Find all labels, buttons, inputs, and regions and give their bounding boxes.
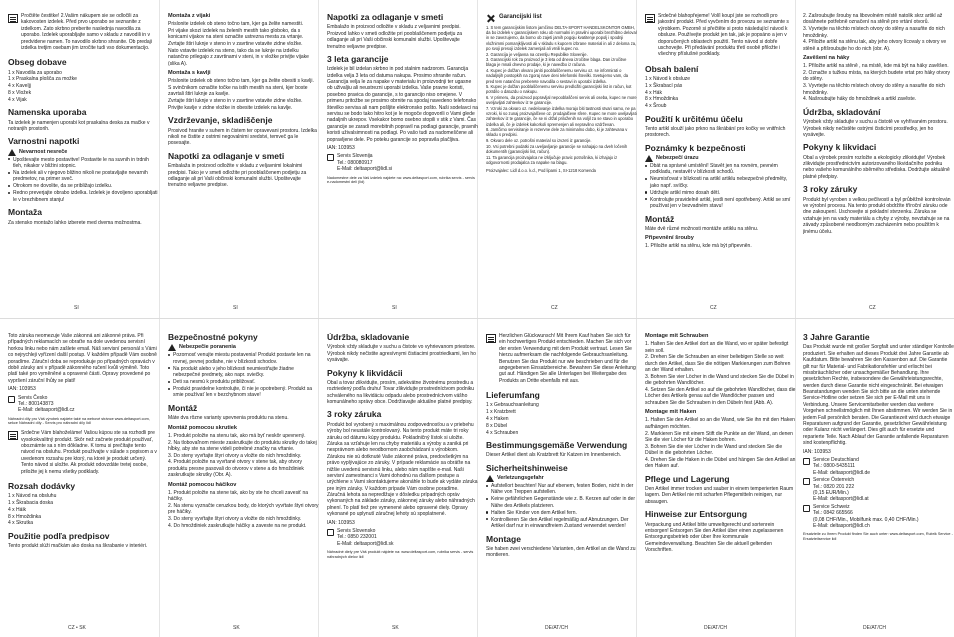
paragraph: 1. Přiložte artikl na stěnu, kde má být připevněn. — [645, 243, 752, 250]
list-item: 8. Jamčimo servisiranje in rezervne dele za minimalno dobo, ki je zahtevana v skladu s predpisi. — [486, 127, 628, 138]
delivery-list — [8, 493, 159, 527]
bullet-item: Keine gefährlichen Gegenstände wie z. B. Kerzen auf oder in der Nähe des Artikels platzieren. — [486, 496, 637, 509]
list-item: Privijte kavlje v zidne vložke in obesite izdelek na kavlje. — [168, 104, 293, 111]
column-de-1 — [486, 333, 637, 561]
bullet-item: Na produkt alebo v jeho blízkosti neumiestňujte žiadne nebezpečné predmety, ako napr. sviečky. — [168, 366, 319, 379]
list-item: Nato vstavite izdelek na steno, tako da se luknje na izdelku natančno prilegajo z zavrtinami v steni, in v vložke privijte vijake (slika A). — [168, 47, 309, 67]
paragraph: Máte dvě různé možnosti montáže artiklu na stěnu. — [645, 225, 759, 232]
heading: Lieferumfang — [486, 390, 540, 401]
service-icon — [327, 154, 334, 161]
list-item: Zvrtajte štiri luknje v steno in v zavrtine vstavite zidne vložke. — [168, 98, 303, 105]
heading: Napotki za odlaganje v smeti — [327, 13, 444, 22]
list-item: 3. Vyvrtejte na těchto místech otvory do stěny a nasuňte do nich hmoždinky. — [803, 83, 945, 96]
service-name: Servis Slovensko — [337, 528, 376, 535]
list-item: 4 x Skrutka — [8, 520, 34, 527]
heading: Napotki za odlaganje v smeti — [168, 150, 285, 161]
subheading: Montaža s kavlji — [168, 70, 211, 77]
column-de-2 — [645, 333, 796, 556]
document-icon — [8, 431, 18, 440]
list-item: 3. Bohren Sie vier Löcher in die Wand und stecken Sie die Dübel in die gebohrten Wandlöcher. — [645, 373, 794, 387]
paragraph: Tento artikl slouží jako prkno na škrábání pro kočky ve vnitřních prostorech. — [645, 125, 786, 139]
list-item: 10. Vsi potrebni podatki za uveljavljanje garancije se nahajajo na dveh ločenih dokumentih (garancijski list, račun). — [486, 143, 628, 154]
heading: Údržba, skladovanie — [327, 333, 410, 342]
ian-number: IAN: 103953 — [327, 519, 355, 526]
document-icon — [645, 14, 655, 23]
list-item: 2. Markieren Sie mit einem Stift die Punkte an der Wand, an denen Sie die vier Löcher für die Haken bohren. — [645, 430, 793, 443]
document-icon — [486, 334, 496, 343]
steps-list — [168, 78, 319, 111]
top-page-spread — [0, 0, 954, 318]
list-item: 4 x Háik — [8, 506, 27, 513]
list-item: 8 x Vložek — [8, 90, 32, 97]
subheading: Montáž pomocou skrutiek — [168, 424, 237, 431]
paragraph: Tento produkt slúži mačkám ako doska na škrabanie v interiéri. — [8, 543, 148, 550]
paragraph: Den Artikel immer trocken und sauber in einem temperierten Raum lagern. Den Artikel nie mit scharfen Pflegemitteln reinigen, nur absaugen. — [645, 486, 794, 505]
bullet-item: Upoštevajte mesto postavitve! Postavite le na suvnih in trdnih tleh, nikakor v bližini stopnic. — [8, 157, 159, 170]
service-block-de — [803, 457, 954, 476]
heading: Bestimmungsgemäße Verwendung — [486, 439, 628, 450]
service-phone: Tel.: 0800-5435111 — [813, 463, 856, 470]
list-item: 4. Našroubujte háky do hmoždinek a artikl zavěste. — [803, 96, 917, 103]
bullet-item: Pozornosť venujte miestu postavenia! Produkt postavte len na rovnej, pevnej podlahe, nie v blízkosti schodov. — [168, 352, 319, 365]
service-email: E-Mail: deltasport@lidl.cz — [18, 407, 75, 414]
intro-text: Pročtěte čestitke! 2.Vašim nákupem sie se odločili za kakovosten izdelek. Před prvo uporabo se seznanite z izdelkom. Zato skrbno preberite naslednja navodila za uporabo. Izdelek uporabljajte samo v skladu z navodili in v predvidene namen. To navodilo skrbno shranite. Ob predaji izdelka tretjim osebam jim izročite tudi vso dokumentacijo. — [21, 13, 152, 51]
service-block — [327, 153, 478, 172]
paragraph: Toto záruka neomezuje Vaše zákonná ani zákonné práva. Při případných reklamacích se obraťte na dole uvedenou servisní horkou linku nebo nám zašlete email. Náš servisní personál s Vámi co nejrychleji vyřízení další postup. V každém případě Vám osobně poradíme. Záruční doba se reprodukuje po případných opravách v době záruky ani v případě zákonného ručení kvůli výměně. Toto platí také pro vyměněné a opravené části. Opravy provedené po vypršení záruční lhůty se platí! — [8, 333, 157, 384]
list-item: 1. Přiložte artikl na stěně , na místě, kde má být na háky zavěšen. — [803, 63, 949, 70]
steps-list — [803, 63, 954, 103]
service-email: E-Mail: deltasport@lidl.sk — [337, 540, 394, 547]
bullet-item: Deti sa nesmú k produktu približovať. — [168, 379, 319, 385]
service-rate: (0,15 EUR/Min.) — [813, 489, 849, 496]
service-email: E-Mail: deltasport@lidl.at — [813, 496, 869, 503]
heading: 3 Jahre Garantie — [803, 333, 870, 342]
service-phone: Tel.: 0820 201 222 — [813, 483, 855, 490]
list-item: 1. Halten Sie den Artikel so an die Wand, wie Sie ihn mit den Haken aufhängen möchten. — [645, 417, 795, 430]
warning-icon — [8, 149, 16, 156]
warranty-card-title: Garancijski list — [499, 14, 542, 21]
service-name: Service Deutschland — [813, 456, 859, 463]
warning-heading: Verletzungsgefahr — [486, 475, 637, 482]
page-footer: CZ — [551, 305, 558, 311]
heading: Pflege und Lagerung — [645, 473, 730, 484]
list-item: 4. Do hmoždiniek zaskrutkujte háčiky a zaveste na ne produkt. — [168, 522, 307, 529]
service-name: Service Schweiz — [813, 503, 850, 510]
subheading: Montage mit Schrauben — [645, 333, 709, 339]
paragraph: Ta izdelek je namenjen uporabi kot praskalna deska za mačke v notranjih prostorih. — [8, 119, 150, 132]
paragraph: Izdelek je bil izdelan skrbno in pod stalnim nadzorom. Garancija izdelka velja 3 leta od datuma nakupa. Prosimo shranite račun. Garancija velja le za napake v materialu in proizvodnji ter ugasne ob uživaljiu ali neustrezni uporabi izdelka. Vaše pravne koristi, posebno pravica do garancije, s to garancijo niso omejene. V primeru pritožbe se prosimo obrnite na spodaj navedeno telefonsko številko servisa ali nam pošljite elektronsko pošto. Naši sodelavci na servisu se bodo tako hitro kot je le mogoče dogovorili o Vami glede nadaljnih ukrepov. Vsekakor bomo osebno stopili v stik z Vami. Čas garancije se zaradi morebitnih popravil na podlagi garancije, pravnih koristi uživalsimnosti na podlagi. Po vašo tudi za nadomeščene ali popravljene dele. Po poteku garancije so popravila plačljiva. — [327, 66, 478, 143]
intro-text: Herzlichen Glückwunsch! Mit Ihrem Kauf haben Sie sich für ein hochwertiges Produkt entschieden. Machen Sie sich vor der ersten Verwendung mit dem Produkt vertraut. Lesen Sie hierzu aufmerksam die nachfolgende Gebrauchsanleitung. Benutzen Sie das Produkt nur wie beschrieben und für die angegebenen Einsatzbereiche. Bewahren Sie diese Anleitung gut auf. Händigen Sie alle Unterlagen bei Weitergabe des Produkts an Dritte ebenfalls mit aus. — [499, 333, 636, 384]
service-icon — [8, 396, 15, 403]
column-si-2 — [168, 13, 319, 191]
bullet-item: Produkt pravidelne kontrolujte, či nie je opotrebený. Produkt sa smie používať len v bezchybnom stave! — [168, 386, 319, 399]
delivery-list — [645, 76, 796, 110]
bullet-item: Dbát na správné umístění! Stavět jen na rovném, pevném podkladu, nestavět v blízkosti schodů. — [645, 163, 796, 176]
heading: Bezpečnostné pokyny — [168, 333, 258, 342]
paragraph: Výrobok vždy skladujte v suchu a čistote vo vyhrievanom priestore. Výrobok nikdy nečistite agresívnymi čistiacimi prostriedkami, len ho vysávajte. — [327, 344, 476, 364]
list-item: 9. Okvaro dele oz. potrošni material so izvzeti iz garancije. — [486, 138, 592, 144]
heading: Rozsah dodávky — [8, 480, 76, 491]
list-item: 3. Garancijski rok za proizvod je 3 leta od dneva izročitve blaga. Dan izročitve blaga je mnali dnevno prodaje, ki je navedbo iz računa. — [486, 57, 627, 68]
service-name: Servis Česko — [18, 394, 48, 401]
paragraph: Za stensko montažo lahko izberete med dvema možnostma. — [8, 219, 142, 226]
page-footer: SI — [233, 305, 238, 311]
list-item: 4 x Kaveljj — [8, 83, 31, 90]
service-rate: (0,08 CHF/Min., Mobilfunk max. 0,40 CHF/Min.) — [813, 516, 919, 523]
warranty-terms — [486, 25, 637, 165]
list-item: 7. Vzroki za okvaro oz. nedelovanje izdelka morajo biti tastnosti stvari samo, ne pa vzroki, ki so zunaj proizvajalčeve oz. prodajalčeve sfere. Kupec ne more uveljavljati zahtevkov iz te garancije, če se ni držal priloženih na voljil za se stavo in uporabo izdelka ali, če je izdelek kakorkoli spremenjen ali nepravilno vzdrževan. — [486, 105, 637, 127]
bullet-item: Neumisťovat v blízkosti na artikl artiklu nebezpečné předměty, jako např. svíčky. — [645, 176, 796, 189]
heading: 3 leta garancije — [327, 53, 389, 64]
heading: Údržba, skladování — [803, 106, 881, 117]
tools-icon — [486, 14, 496, 23]
list-item: 1 x Praskalna plošča za možke — [8, 76, 77, 83]
list-item: 8 x Dübel — [486, 422, 508, 429]
list-item: 2. Zašroubujte šrouby na libovolném místě natolik skrz artikl až dosáhnete potřebně označení na stěně pro vrtání otvorů. — [803, 13, 943, 26]
service-email: E-Mail: deltasport@lidl.si — [337, 166, 393, 173]
ian-number: IAN: 103953 — [803, 448, 831, 455]
paragraph: Sie haben zwei verschiedene Varianten, den Artikel an die Wand zu montieren. — [486, 545, 636, 559]
bullet-item: Udržujte artikl mimo dosah dětí. — [645, 190, 796, 196]
steps-list — [803, 13, 954, 52]
list-item: 4 x Schrauben — [486, 429, 519, 436]
page-footer: SK — [233, 625, 240, 631]
column-de-3 — [803, 333, 954, 542]
page-footer: CZ — [710, 305, 717, 311]
list-item: 4 x Hák — [645, 89, 662, 96]
bullet-item: Kontrollieren Sie den Artikel regelmäßig auf Abnutzungen. Der Artikel darf nur in einwandfreiem Zustand verwendet werden! — [486, 517, 637, 530]
service-email: E-Mail: deltasport@lidl.ch — [813, 522, 870, 529]
list-item: Pri vijake skozi izdelek na želenih mestih tako globoko, da s konicami vijakov na steni označite ustrezna mesta za vrtanje. — [168, 27, 304, 41]
paragraph: Obal a výrobek prosím rozložte a ekologicky zlikvidujte! Výrobek zlikvidujte prostřednictvím autorizovaného likvidačního podniku nebo vašeho komunálního sběrného střediska. Dodržujte aktuálně platné předpisy. — [803, 154, 950, 180]
page-footer: DE/AT/CH — [545, 625, 568, 631]
service-icon — [327, 529, 334, 536]
column-cz-2 — [803, 13, 954, 237]
list-item: 1 x Navodila za uporabo — [8, 69, 62, 76]
intro-text: Srdečné blahopřejeme! Volíl koupí jste se rozhodli pro jakostní produkt. Před vyvčením do provozu se seznamte s výrobkem. Pozorně si přečtěte si proto následující návod k obsluze. Používejte produkt jen tak, jak je popsáno a jen v doporučených oblastech použití. Tento návod si dobře uschovejte. Při předávání produktu třetí osobě přiložte i všechny příslušné podklady. — [658, 13, 789, 58]
heading: Obsah balení — [645, 63, 699, 74]
paragraph: Embalaža in proizvod odložite v skladu z veljavnimi lokalnimi predpisi. Tako je v smeti odložite pri pooblaščenem podjetju za odlaganje ali pri Vaši občinski komunalni službi. Upoštevajte trenutno veljavne predpise. — [168, 163, 307, 189]
list-item: 1 x Návod na obsluhu — [8, 493, 57, 500]
page-footer: CZ — [869, 305, 876, 311]
service-icon — [803, 505, 810, 512]
list-item: 2. Garancija je veljavna na ozemlju Republike Slovenije. — [486, 51, 588, 57]
paragraph: Prosivod hranite v suhem in čistem ter opravevani prostoru. Izdelka nikoli ne čistite z ostrimi negovalnimi sredstvi, temveč ga le posesajte. — [168, 127, 317, 147]
service-icon — [803, 458, 810, 465]
list-item: 4 x Vijak — [8, 96, 27, 103]
heading: Montage — [486, 533, 521, 544]
list-item: 1. Produkt položte na stenu tak, ako má byť neskôr upevnený. — [168, 432, 306, 439]
subheading: Montáž pomocou háčikov — [168, 481, 237, 488]
page-footer: SI — [392, 305, 397, 311]
warning-heading: Nebezpečie poranenia — [168, 344, 319, 351]
bottom-page-spread — [0, 319, 954, 637]
list-item: 3. Do steny vyvŕtajte štyri otvory a vložte do nich hmoždinky. — [168, 452, 302, 459]
paragraph: Produkt byl vyroben s velkou pečlivostí a byl průběžně kontrolován ve výrobní procesu. Na tento produkt obdržíte tříroční záruku ode dne zakoupení. Uschovejte si pokladní stvrzenku. Záruka se vztahuje jen na vady materiálu a chyby z výroby, nevztahuje se na závady způsobené neodborným zacházením nebo použitím k jinému účelu. — [803, 196, 951, 235]
page-footer: SK — [392, 625, 399, 631]
list-item: 2. Drehen Sie die Schrauben an einer beliebigen Stelle so weit durch den Artikel, dass Sie die nötigen Markierungen zum Bohren an der Wand erhalten. — [645, 354, 791, 374]
intro-text: Srdečne Vám blahoželáme! Vašou kúpou ste sa rozhodli pre vysokokvalitný produkt. Skôr než začnete produkt používať, oboznámte sa s ním dôkladne. K tomu si prečítajte tento návod na obsluhu. Produkt používajte v súlade s popisom a v uvedenom rozsahu pre ktorý, na ktoré je produkt určený. Tento návod si uložte. Ak produkt odovzdáte tretej osobe, priložte jej k nemu všetky podklady. — [21, 430, 157, 475]
list-item: Prislonite izdelek ob steno točno tam, kjer ga želite obesiti s kavlji. — [168, 78, 314, 85]
list-item: 1. Produkt položte na stene tak, ako by ste ho chceli zavesiť na háčiky. — [168, 489, 309, 503]
heading: Namenska uporaba — [8, 107, 87, 118]
service-phone: Tel.: 800143873 — [18, 400, 54, 407]
service-icon — [803, 478, 810, 485]
spare-parts-note: Ersatzteile zu Ihrem Produkt finden Sie auch unter: www.deltasport.com, Rubrik Service - Ersatzteilservice lidl — [803, 532, 953, 542]
service-block — [327, 528, 478, 547]
heading: Pokyny k likvidácii — [327, 367, 403, 378]
service-block-ch — [803, 504, 954, 530]
paragraph: Obal a tovar zlikvidujte, prosím, adekvátne životnému prostrediu a roztriedený podľa druhu! Tovar zlikvidujte prostredníctvom podniku schváleného na likvidáciu odpadu alebo prostredníctvom vášho komunálneho správy obce. Dodržiavajte aktuálne platné predpisy. — [327, 379, 474, 406]
column-sk-2 — [327, 333, 478, 560]
subheading: Zavěšení na háky — [803, 55, 850, 62]
list-item: 3. Do steny vyvŕtajte štyri otvory a vložte do nich hmoždinky. — [168, 516, 302, 523]
list-item: 2. Označte s tužkou místa, na kterých budete vrtat pro háky otvory do stěny. — [803, 70, 951, 83]
ian-number: IAN: 103953 — [327, 144, 355, 151]
page-footer: SI — [74, 305, 79, 311]
bullet-item: Na izdelek ali v njegovo bližino nikoli ne postavljajte nevarnih predmetov, na primer sveč. — [8, 170, 159, 183]
heading: Montáž — [168, 402, 198, 413]
page-footer: CZ • SK — [68, 625, 86, 631]
service-name: Service Österreich — [813, 477, 855, 484]
list-item: 4. Drehen Sie die Haken in die Dübel und hängen Sie den Artikel an den Haken auf. — [645, 456, 796, 470]
list-item: 2. Na tlobovaľnom mieste zaskrutkujte do produktu skrutky do takej hĺbky, aby ste na stene videli potrebné značky na vŕtanie. — [168, 439, 317, 452]
subheading: Montage mit Haken — [645, 409, 697, 416]
bullet-item: Halten Sie Kinder von dem Artikel fern. — [486, 510, 637, 516]
paragraph: Produkt bol vyrobený s maximálnou zodpovednosťou a v priebehu výroby bol neustále kontrolovaný. Na tento produkt máte tri roky záruku od dátumu kúpy produktu. Pokladničný lístok si uložte. Záruka sa vzťahuje len na chyby materiálu a výroby a zaniká pri nesprávnom alebo neodbornom zaobchádzaní s výrobkom. Zárukou nie sú dotknuté Vaše zákonné práva, predovšetkým na právo vyplývajúce zo záruky. V prípade reklamácie sa obráťte na nižšie uvedenú servisnú linku, alebo nám napíšte e-mail. Naši servisní zamestnanci s Vami dohodnú na ďalšom postupe a urýchlene s Vami skontaktujeme akonáhle to bude ak vydáte záruka pre iným záruky. V každom prípade Vám osobne poradíme. Záručná lehota sa nepredlžuje v dôsledku prípadných opráv vykonaných na základe záruky, zákonnej záruky alebo náhradných plnení. To platí tiež pre vymenené alebo opravené diely. Opravy vykonané po uplynutí záručnej lehoty sú spoplatnené. — [327, 421, 478, 518]
list-item: 4 x Haken — [486, 416, 509, 423]
document-icon — [8, 14, 18, 23]
list-item: 8 x Hmoždinka — [645, 96, 679, 103]
manufacturer-line: Proizvajalec: Lidl d.o.o. k.d., Pod lipami 1, SI-1218 Komenda — [486, 168, 596, 173]
column-si-warranty — [486, 13, 637, 173]
list-item: 1 x Škrabací pás — [645, 82, 683, 89]
heading: Použití k určitému účelu — [645, 113, 743, 124]
spare-parts-note: Nadomestne dele za Vaš izdelek najdete na: www.deltasport.com, rubrika servis - servis e-nadomestni deli (lid) — [327, 175, 475, 185]
heading: Hinweise zur Entsorgung — [645, 509, 748, 520]
heading: Poznámky k bezpečnosti — [645, 142, 746, 153]
steps-list — [168, 490, 319, 530]
heading: Obseg dobave — [8, 57, 67, 68]
heading: Použitie podľa predpisov — [8, 530, 110, 541]
list-item: 3. Bohren Sie die vier Löcher in die Wand und stecken Sie die Dübel in die gebohrten Löcher. — [645, 443, 783, 457]
subheading: Připevnění šrouby — [645, 235, 694, 242]
ian-number: IAN: 103953 — [8, 386, 36, 393]
heading: Sicherheitshinweise — [486, 462, 568, 473]
delivery-list — [8, 70, 159, 104]
bullet-item: Redno preverjajte obrabo izdelka. Izdelek je dovoljeno uporabljati le v brezhibnem stanju! — [8, 190, 159, 203]
column-si-1 — [8, 13, 159, 228]
list-item: 1 x Návod k obsluze — [645, 76, 691, 83]
warning-icon — [486, 475, 494, 482]
bullet-item: Aufstellort beachten! Nur auf ebenem, festen Boden, nicht in der Nähe von Treppen aufstellen. — [486, 483, 637, 496]
steps-list — [168, 433, 319, 479]
list-item: 1 x Kratzbrett — [486, 409, 516, 416]
paragraph: Verpackung und Artikel bitte umweltgerecht und sortenrein entsorgen! Entsorgen Sie den Artikel über einen zugelassenen Entsorgungsbetrieb oder über Ihre kommunale Gemeindeverwaltung. Beachten Sie die aktuell geltenden Vorschriften. — [645, 521, 784, 554]
heading: 3 roky záruky — [803, 184, 858, 195]
list-item: 1. Halten Sie den Artikel dort an die Wand, wo er später befestigt sein soll. — [645, 341, 789, 354]
warning-heading: Nevarnost nesreče — [8, 149, 159, 156]
list-item: 4 x Šroub — [645, 103, 667, 110]
service-name: Servis Slovenija — [337, 153, 373, 160]
spare-parts-note: Náhradné diely pre Váš produkt nájdete na: www.deltasport.com, rubrika servis - servis náhradných dielov lidl — [327, 550, 474, 559]
list-item: 6. V primeru, da proizvod popravljal nepooblaščeni servis ali oseba, kupec ne more uveljavljati zahtevkov iz te garancije. — [486, 95, 637, 106]
service-email: E-Mail: deltasport@lidl.de — [813, 469, 871, 476]
bullet-item: Otrokom ne dovolite, da se približajo izdelku. — [8, 183, 159, 189]
heading: Montaža — [8, 207, 42, 218]
heading: Montáž — [645, 213, 675, 224]
warning-heading: Nebezpečí úrazu — [645, 155, 796, 162]
list-item: 4. Produkt položte na vyvŕtané otvory v stene tak, aby otvory produktu presne pasovali do otvorov v stene a do hmoždiniek zaskrutkujte skrutky (Obr. A). — [168, 459, 304, 479]
list-item: 3. Vyvrtejte na těchto místech otvory do stěny a nasuňte do nich hmoždinky. — [803, 26, 945, 39]
heading: 3 roky záruka — [327, 409, 382, 420]
list-item: 4. Přiložte artikl na stěnu tak, aby jeho otvory lícovaly s otvory ve stěně a přišroubujte ho do nich (obr. A). — [803, 39, 947, 52]
column-cz-1 — [645, 13, 796, 252]
list-item: Prislonite izdelek ob steno točno tam, kjer ga želite namestiti. — [168, 21, 304, 28]
list-item: 1 x Škrabacia doska — [8, 500, 54, 507]
list-item: 4. Kupec je dolžan okvaro janiti pooblaščenemu servisu oz. se informirati o nadaljnjih postopkih na zgoraj nave deni telefonski številki. Svetujemo vam, da pred tem natančno preberete navodila o sestavi in uporabi izdelka. — [486, 68, 628, 84]
list-item: 4. Setzen Sie den Artikel so auf die gebohrten Wandlöcher, dass die Löcher des Artikels genau auf die Wandlöcher passen und schrauben Sie die Schrauben in den Dübeln fest (Abb. A). — [645, 387, 796, 406]
list-item: 11. Ta garancija proizvajalca ne izključuje pravic potrošnika, ki izhajajo iz odgovornosti prodajalca za napake na blagu. — [486, 154, 618, 165]
warning-icon — [168, 344, 176, 351]
paragraph: Dieser Artikel dient als Kratzbrett für Katzen im Innenbereich. — [486, 452, 622, 459]
service-block-at — [803, 477, 954, 503]
bullet-item: Kontrolujte pravidelně artikl, jestli není opotřebený. Artikl se smí používat jen v bezvadném stavu! — [645, 197, 796, 210]
service-phone: Tel.: 0850 232001 — [337, 534, 377, 541]
list-item: 5. Kupec je dolžan pooblaščenemu servisu predložiti garancijski list in račun, kot potrdilo o datuzdu o nakupu. — [486, 84, 632, 95]
paragraph: Výrobek vždy skladujte v suchu a čistotě ve vyhřívaném prostoru. Výrobek nikdy nečistěte ostrými čisticími prostředky, jen ho vysávejte. — [803, 119, 948, 138]
paragraph: Das Produkt wurde mit großer Sorgfalt und unter ständiger Kontrolle produziert. Sie erhalten auf dieses Produkt drei Jahre Garantie ab Kaufdatum. Bitte bewahren Sie den Kassenbon auf. Die Garantie gilt nur für Material- und Fabrikationsfehler und erlischt bei missbräuchlicher oder unsachgemäßer Behandlung. Ihre gesetzlichen Rechte, insbesondere die Gewährleistungsrechte, werden durch diese Garantie nicht eingeschränkt. Bei etwaigen Beanstandungen wenden Sie sich bitte an die unten stehende Service-Hotline oder setzen Sie sich per E-Mail mit uns in Verbindung. Unsere Servicemitarbeiter werden das weitere Vorgehen schnellstmöglich mit Ihnen abstimmen. Wir werden Sie in jedem Fall persönlich beraten. Die Garantiezeit wird durch etwaige Reparaturen aufgrund der Garantie, gesetzlicher Gewährleistung oder Kulanz nicht verlängert. Dies gilt auch für ersetzte und reparierte Teile. Nach Ablauf der Garantie anfallende Reparaturen sind kostenpflichtig. — [803, 344, 954, 447]
column-si-3 — [327, 13, 478, 185]
warning-icon — [645, 155, 653, 162]
steps-list — [645, 341, 796, 406]
spare-parts-note: Náhradní díly pro Váš výrobek najdete také na webové stránce www.deltasport.com, sekce Náhradní díly - Servis pro náhradní díly lidl — [8, 416, 150, 426]
service-phone: Tel.: 0842 665566 — [813, 510, 853, 517]
column-sk-1 — [168, 333, 319, 530]
heading: Varnostni napotki — [8, 136, 80, 147]
service-phone: Tel.: 080080917 — [337, 159, 373, 166]
list-item: 1. S tem garancijskim listom jamčimo DELTA-SPORT HANDELSKONTOR GMBH, da bo izdelek v garancijskem roku ob normalni in pravilni uporabi brezhibno deloval in se zavezujemo, da bomo ob zajeti jamih pogoju kvatitenje popolj i spodnji vložnimmi pomanjkljivosti ali v skladu s kupcem izbrane material in ali z deloma za, po svoji presoji izdelek zamenjali ali vrnili kupec no. — [486, 25, 637, 51]
page-footer: DE/AT/CH — [863, 625, 886, 631]
steps-list — [645, 417, 796, 469]
steps-list — [168, 21, 319, 67]
service-block — [8, 395, 159, 414]
list-item: S svinčnikom označite točke na istih mestih na steni, kjer boste zavrtali štiri luknje za kavlje. — [168, 85, 308, 98]
page-footer: DE/AT/CH — [704, 625, 727, 631]
list-item: 2. Na stenu vyznačte ceruzkou body, do ktorých vyvŕtate štyri otvory pre háčiky. — [168, 502, 319, 516]
heading: Vzdrževanje, skladiščenje — [168, 115, 273, 126]
column-cz-sk — [8, 333, 159, 551]
heading: Pokyny k likvidaci — [803, 142, 877, 153]
list-item: Zvrtajte štiri luknje v steno in v zavrtine vstavite zidne vložke. — [168, 41, 303, 48]
paragraph: Máte dva rôzne varianty upevnenia produktu na stenu. — [168, 415, 289, 422]
list-item: 8 x Hmoždinka — [8, 513, 42, 520]
list-item: 1 x Gebrauchsanleitung — [486, 402, 539, 409]
delivery-list — [486, 402, 637, 436]
paragraph: Embalažo in proizvod odložite v skladu z veljavnimi predpisi. Proizvod lahko v smeti odložite pri pooblaščenem podjetju za odlaganje ali pri Vaši občinski komunalni službi. Upoštevajte trenutno veljavne predpise. — [327, 24, 463, 50]
subheading: Montaža z vijaki — [168, 13, 211, 19]
